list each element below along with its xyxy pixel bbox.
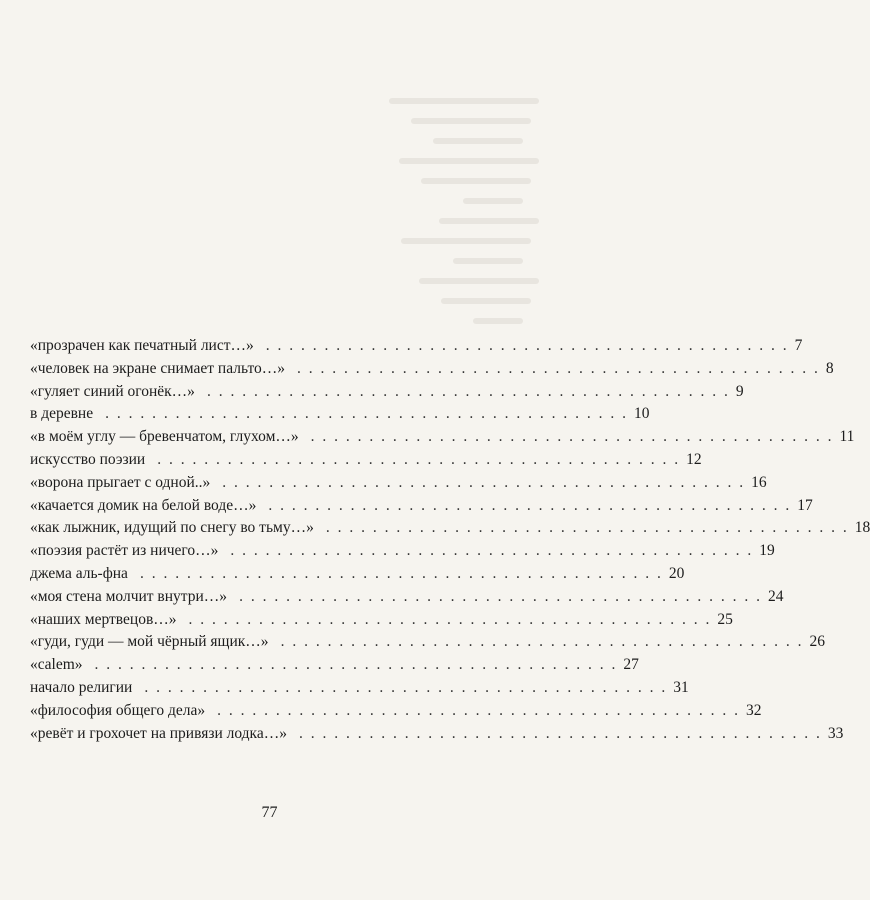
toc-entry [30, 450, 702, 474]
toc-entry-page: 20 [668, 564, 685, 582]
dot-leader: . . . . . . . . . . . . . . . . . . . . . . . . . . . . . . . . . . . . . . . . . . . . . [265, 337, 789, 354]
toc-entry [30, 633, 825, 656]
toc-entry-title: начало религии [30, 678, 133, 696]
toc-entry [30, 678, 689, 702]
toc-entry-title: «гуляет синий огонёк…» [30, 382, 195, 400]
dot-leader: . . . . . . . . . . . . . . . . . . . . . . . . . . . . . . . . . . . . . . . . . . . . . [230, 542, 754, 560]
toc-entry-page: 9 [735, 382, 744, 400]
toc-entry-title: в деревне [30, 405, 94, 423]
toc-entry-page: 31 [673, 678, 689, 696]
toc-entry [30, 542, 775, 565]
show-through-line [433, 138, 523, 144]
toc-entry-page: 26 [809, 633, 825, 651]
show-through-line [399, 158, 539, 164]
dot-leader: . . . . . . . . . . . . . . . . . . . . . . . . . . . . . . . . . . . . . . . . . . . . . [298, 724, 822, 742]
toc-entry-page: 10 [633, 405, 650, 423]
toc-entry-title: «поэзия растёт из ничего…» [30, 542, 219, 560]
toc-entry [30, 428, 855, 451]
dot-leader: . . . . . . . . . . . . . . . . . . . . . . . . . . . . . . . . . . . . . . . . . . . . . [94, 656, 618, 674]
dot-leader: . . . . . . . . . . . . . . . . . . . . . . . . . . . . . . . . . . . . . . . . . . . . . [297, 359, 820, 377]
toc-entry-title: «философия общего дела» [30, 701, 206, 719]
dot-leader: . . . . . . . . . . . . . . . . . . . . . . . . . . . . . . . . . . . . . . . . . . . . . [310, 428, 834, 446]
toc-entry-title: «как лыжник, идущий по снегу во тьму…» [30, 519, 314, 537]
dot-leader: . . . . . . . . . . . . . . . . . . . . . . . . . . . . . . . . . . . . . . . . . . . . . [139, 564, 663, 582]
toc-entry-title: «в моём углу — бревенчатом, глухом…» [30, 428, 299, 446]
toc-entry-page: 11 [839, 428, 855, 446]
toc-entry-page: 16 [751, 473, 767, 491]
toc-entry [30, 405, 650, 428]
show-through-line [421, 178, 531, 184]
toc-entry-page: 32 [745, 701, 762, 719]
show-through-line [419, 278, 539, 284]
toc-entry [30, 701, 762, 725]
dot-leader: . . . . . . . . . . . . . . . . . . . . . . . . . . . . . . . . . . . . . . . . . . . . . [325, 519, 849, 537]
toc-entry-title: «ворона прыгает с одной..» [30, 473, 211, 491]
toc-entry-page: 24 [767, 587, 784, 605]
show-through-line [401, 238, 531, 244]
show-through-line [441, 298, 531, 304]
show-through-line [389, 98, 539, 104]
table-of-contents [30, 337, 870, 747]
toc-entry-page: 27 [623, 656, 639, 674]
show-through-line [453, 258, 523, 264]
dot-leader: . . . . . . . . . . . . . . . . . . . . . . . . . . . . . . . . . . . . . . . . . . . . . [222, 473, 746, 491]
toc-entry-page: 12 [686, 450, 702, 468]
page-number: 77 [261, 804, 278, 821]
toc-entry [30, 473, 767, 497]
toc-entry [30, 337, 803, 360]
dot-leader: . . . . . . . . . . . . . . . . . . . . . . . . . . . . . . . . . . . . . . . . . . . . . [239, 587, 762, 605]
toc-entry [30, 610, 733, 634]
toc-entry-title: «моя стена молчит внутри…» [30, 587, 228, 605]
toc-entry-page: 18 [854, 519, 870, 537]
dot-leader: . . . . . . . . . . . . . . . . . . . . . . . . . . . . . . . . . . . . . . . . . . . . . [188, 610, 712, 628]
toc-entry-title: «человек на экране снимает пальто…» [30, 359, 286, 377]
toc-entry [30, 656, 639, 679]
toc-entry-page: 19 [759, 542, 775, 560]
dot-leader: . . . . . . . . . . . . . . . . . . . . . . . . . . . . . . . . . . . . . . . . . . . . . [206, 382, 730, 400]
toc-entry-page: 8 [825, 359, 834, 377]
toc-entry-title: «прозрачен как печатный лист…» [30, 337, 254, 354]
show-through-line [473, 318, 523, 324]
toc-entry [30, 724, 844, 748]
toc-entry-page: 25 [717, 610, 733, 628]
show-through-line [439, 218, 539, 224]
dot-leader: . . . . . . . . . . . . . . . . . . . . . . . . . . . . . . . . . . . . . . . . . . . . . [105, 405, 628, 423]
dot-leader: . . . . . . . . . . . . . . . . . . . . . . . . . . . . . . . . . . . . . . . . . . . . . [268, 496, 792, 514]
toc-entry-title: «calem» [30, 656, 83, 674]
toc-entry-title: «гуди, гуди — мой чёрный ящик…» [30, 633, 269, 651]
dot-leader: . . . . . . . . . . . . . . . . . . . . . . . . . . . . . . . . . . . . . . . . . . . . . [157, 450, 681, 468]
toc-entry-title: «ревёт и грохочет на привязи лодка…» [30, 724, 287, 742]
toc-entry-title: «наших мертвецов…» [30, 610, 177, 628]
toc-entry-title: джема аль-фна [30, 564, 128, 582]
toc-entry-page: 17 [797, 496, 813, 514]
toc-entry-title: искусство поэзии [30, 450, 146, 468]
toc-entry-page: 7 [794, 337, 803, 354]
dot-leader: . . . . . . . . . . . . . . . . . . . . . . . . . . . . . . . . . . . . . . . . . . . . . [280, 633, 804, 651]
toc-entry [30, 587, 784, 611]
dot-leader: . . . . . . . . . . . . . . . . . . . . . . . . . . . . . . . . . . . . . . . . . . . . . [217, 701, 740, 719]
toc-entry [30, 496, 813, 520]
toc-entry [30, 564, 685, 588]
toc-entry [30, 382, 744, 406]
toc-entry-page: 33 [827, 724, 844, 742]
show-through-text [339, 80, 539, 340]
toc-entry [30, 359, 834, 383]
show-through-line [411, 118, 531, 124]
show-through-line [463, 198, 523, 204]
dot-leader: . . . . . . . . . . . . . . . . . . . . . . . . . . . . . . . . . . . . . . . . . . . . . [144, 678, 668, 696]
toc-entry [30, 519, 870, 542]
toc-entry-title: «качается домик на белой воде…» [30, 496, 257, 514]
